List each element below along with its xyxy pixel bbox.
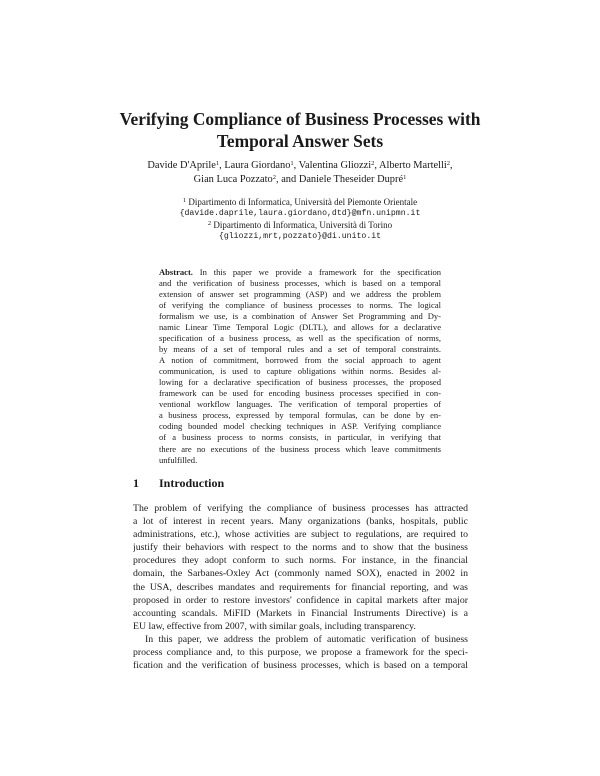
- body-line: domain, the Sarbanes-Oxley Act (commonly named SOX), enacted in 2002 in: [133, 568, 468, 580]
- abstract-line: of a business process to norms consists, in particular, in verifying that: [159, 432, 441, 443]
- abstract-line: there are no executions of the business process which leave commitments: [159, 443, 441, 454]
- affiliation-emails: {gliozzi,mrt,pozzato}@di.unito.it: [218, 231, 382, 241]
- affiliation-dept: [100, 197, 500, 208]
- affiliation-emails: {davide.daprile,laura.giordano,dtd}@mfn.unipmn.it: [179, 209, 421, 219]
- abstract: [159, 267, 441, 466]
- abstract-line: ventional workflow languages. The verification of temporal properties of: [159, 399, 441, 410]
- body-line: In this paper, we address the problem of automatic verification of business: [145, 633, 468, 645]
- affiliation-mark: 1: [182, 197, 187, 204]
- body-line: The problem of verifying the compliance of business processes has attracted: [133, 503, 468, 514]
- author-line-1: Davide D'Aprile$^1$, Laura Giordano$^1$, Valentina Gliozzi$^2$, Alberto Martelli$^2$,: [147, 160, 453, 171]
- title-line: Verifying Compliance of Business Processes with: [119, 109, 481, 129]
- body-line: administrations, etc.), whose activities are subject to regulations, are required to: [133, 529, 468, 541]
- abstract-line: and the verification of business processes, which is based on a temporal: [159, 278, 441, 289]
- affiliation-mark: 2: [207, 219, 212, 227]
- body-line: accounting scandals. MiFID (Markets in Financial Instruments Directive) is a: [133, 607, 468, 619]
- body-line: procedures they adopt conform to such norms. For instance, in the financial: [133, 555, 468, 567]
- abstract-line: specification of a business process, as well as the specification of norms,: [159, 333, 441, 344]
- abstract-line: communication, is used to capture obligations within norms. Besides al-: [159, 366, 441, 377]
- author-name: Gian Luca Pozzato: [193, 174, 273, 185]
- abstract-line: framework can be used for encoding business processes specified in con-: [159, 388, 441, 399]
- abstract-line: formalism we use, is a combination of Answer Set Programming and Dy-: [159, 311, 441, 322]
- section-title: Introduction: [159, 476, 225, 490]
- author-affiliation-mark: 2: [272, 174, 276, 181]
- affiliation-dept: [100, 220, 500, 231]
- affiliation-text: Dipartimento di Informatica, Università del Piemonte Orientale: [188, 197, 418, 207]
- abstract-line: a business process, expressed by temporal formulas, can be done by en-: [159, 410, 441, 421]
- author-name: Alberto Martelli: [378, 160, 447, 171]
- abstract-line: A notion of commitment, borrowed from the social approach to agent: [159, 355, 441, 366]
- author-conjunction: and: [281, 174, 297, 185]
- body-text: [133, 502, 468, 672]
- abstract-text: In this paper we provide a framework for the specification: [199, 267, 441, 277]
- abstract-line: namic Linear Time Temporal Logic (DLTL), and allows for a declarative: [159, 322, 441, 333]
- author-affiliation-mark: 2: [371, 160, 375, 167]
- author-affiliation-mark: 1: [290, 160, 294, 167]
- abstract-line: lowing for a declarative specification of business processes, the proposed: [159, 377, 441, 388]
- abstract-line: of verifying the compliance of business processes to norms. The logical: [159, 300, 441, 311]
- body-line: a lot of interest in recent years. Many organizations (banks, hospitals, public: [133, 516, 468, 528]
- affiliation-text: Dipartimento di Informatica, Università di Torino: [213, 219, 393, 230]
- paper-title: [100, 108, 500, 152]
- author-list: [100, 159, 500, 187]
- section-number: 1: [133, 476, 139, 490]
- author-name: Daniele Theseider Dupré: [298, 174, 404, 185]
- author-name: Davide D'Aprile: [147, 160, 216, 171]
- author-affiliation-mark: 1: [403, 174, 407, 181]
- body-line: fication and the verification of business processes, which is based on a temporal: [133, 660, 468, 672]
- author-affiliation-mark: 2: [446, 160, 451, 167]
- abstract-line: coding bounded model checking techniques in ASP. Verifying compliance: [159, 421, 441, 432]
- abstract-line: unfulfilled.: [159, 454, 198, 465]
- affiliations: [100, 197, 500, 242]
- title-line: Temporal Answer Sets: [216, 131, 384, 151]
- section-heading: [133, 476, 224, 491]
- abstract-line: extension of answer set programming (ASP) and we address the problem: [159, 289, 441, 300]
- body-line: justify their behaviors with respect to the norms and to show that the business: [133, 542, 468, 554]
- body-line: process compliance and, to this purpose, we propose a framework for the speci-: [133, 647, 468, 659]
- abstract-line: [159, 267, 441, 278]
- author-line-2: Gian Luca Pozzato$^2$, and Daniele Theseider Dupré$^1$: [193, 174, 407, 185]
- author-name: Laura Giordano: [224, 160, 291, 171]
- abstract-label: Abstract.: [159, 267, 193, 277]
- body-line: proposed in order to restore investors' confidence in capital markets after major: [133, 594, 468, 606]
- abstract-line: by means of a set of temporal rules and a set of temporal constraints.: [159, 344, 441, 355]
- body-line: the USA, describes mandates and requirements for financial reporting, and was: [133, 581, 468, 593]
- author-name: Valentina Gliozzi: [298, 160, 372, 171]
- author-affiliation-mark: 1: [215, 160, 220, 167]
- body-line: EU law, effective from 2007, with similar goals, including transparency.: [133, 620, 416, 632]
